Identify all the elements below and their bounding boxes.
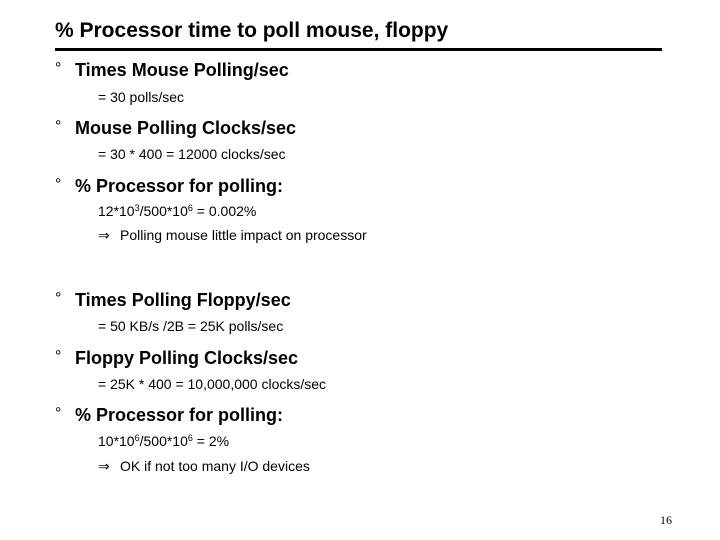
formula-line xyxy=(98,433,229,449)
bullet-mark: ° xyxy=(55,348,62,365)
bullet-floppy-polling-clocks xyxy=(55,348,298,369)
bullet-times-mouse-polling xyxy=(55,60,289,81)
conclusion-text: Polling mouse little impact on processor xyxy=(120,227,367,243)
bullet-mark: ° xyxy=(55,176,62,193)
bullet-mark: ° xyxy=(55,118,62,135)
formula-exponent: 6 xyxy=(187,203,193,213)
formula-result: = 0.002% xyxy=(192,203,257,219)
formula-exponent: 6 xyxy=(134,433,140,443)
bullet-mark: ° xyxy=(55,405,62,422)
title-rule xyxy=(55,48,662,51)
formula-line xyxy=(98,203,256,219)
formula-exponent: 3 xyxy=(134,203,140,213)
bullet-processor-polling-mouse xyxy=(55,176,283,197)
formula-result: = 2% xyxy=(192,433,230,449)
implies-arrow-icon: ⇒ xyxy=(98,227,110,243)
bullet-heading: Floppy Polling Clocks/sec xyxy=(75,348,299,368)
formula-part: /500*10 xyxy=(139,433,188,449)
bullet-heading: Mouse Polling Clocks/sec xyxy=(75,118,297,138)
conclusion-line xyxy=(98,227,367,244)
bullet-heading: % Processor for polling: xyxy=(75,405,284,425)
formula-part: 12*10 xyxy=(98,203,135,219)
formula-part: 10*10 xyxy=(98,433,135,449)
bullet-heading: Times Mouse Polling/sec xyxy=(75,60,289,80)
bullet-heading: Times Polling Floppy/sec xyxy=(75,290,291,310)
sub-line: = 25K * 400 = 10,000,000 clocks/sec xyxy=(98,376,327,392)
sub-line: = 30 * 400 = 12000 clocks/sec xyxy=(98,146,286,162)
bullet-processor-polling-floppy xyxy=(55,405,283,426)
bullet-mouse-polling-clocks xyxy=(55,118,296,139)
sub-line: = 50 KB/s /2B = 25K polls/sec xyxy=(98,318,284,334)
formula-part: /500*10 xyxy=(139,203,188,219)
formula-exponent: 6 xyxy=(187,433,193,443)
slide-title: % Processor time to poll mouse, floppy xyxy=(55,19,449,42)
conclusion-line xyxy=(98,458,310,475)
conclusion-text: OK if not too many I/O devices xyxy=(120,458,310,474)
bullet-mark: ° xyxy=(55,60,62,77)
sub-line: = 30 polls/sec xyxy=(98,89,184,105)
implies-arrow-icon: ⇒ xyxy=(98,458,110,474)
bullet-mark: ° xyxy=(55,290,62,307)
page-number: 16 xyxy=(660,513,672,527)
bullet-heading: % Processor for polling: xyxy=(75,176,284,196)
bullet-times-polling-floppy xyxy=(55,290,291,311)
